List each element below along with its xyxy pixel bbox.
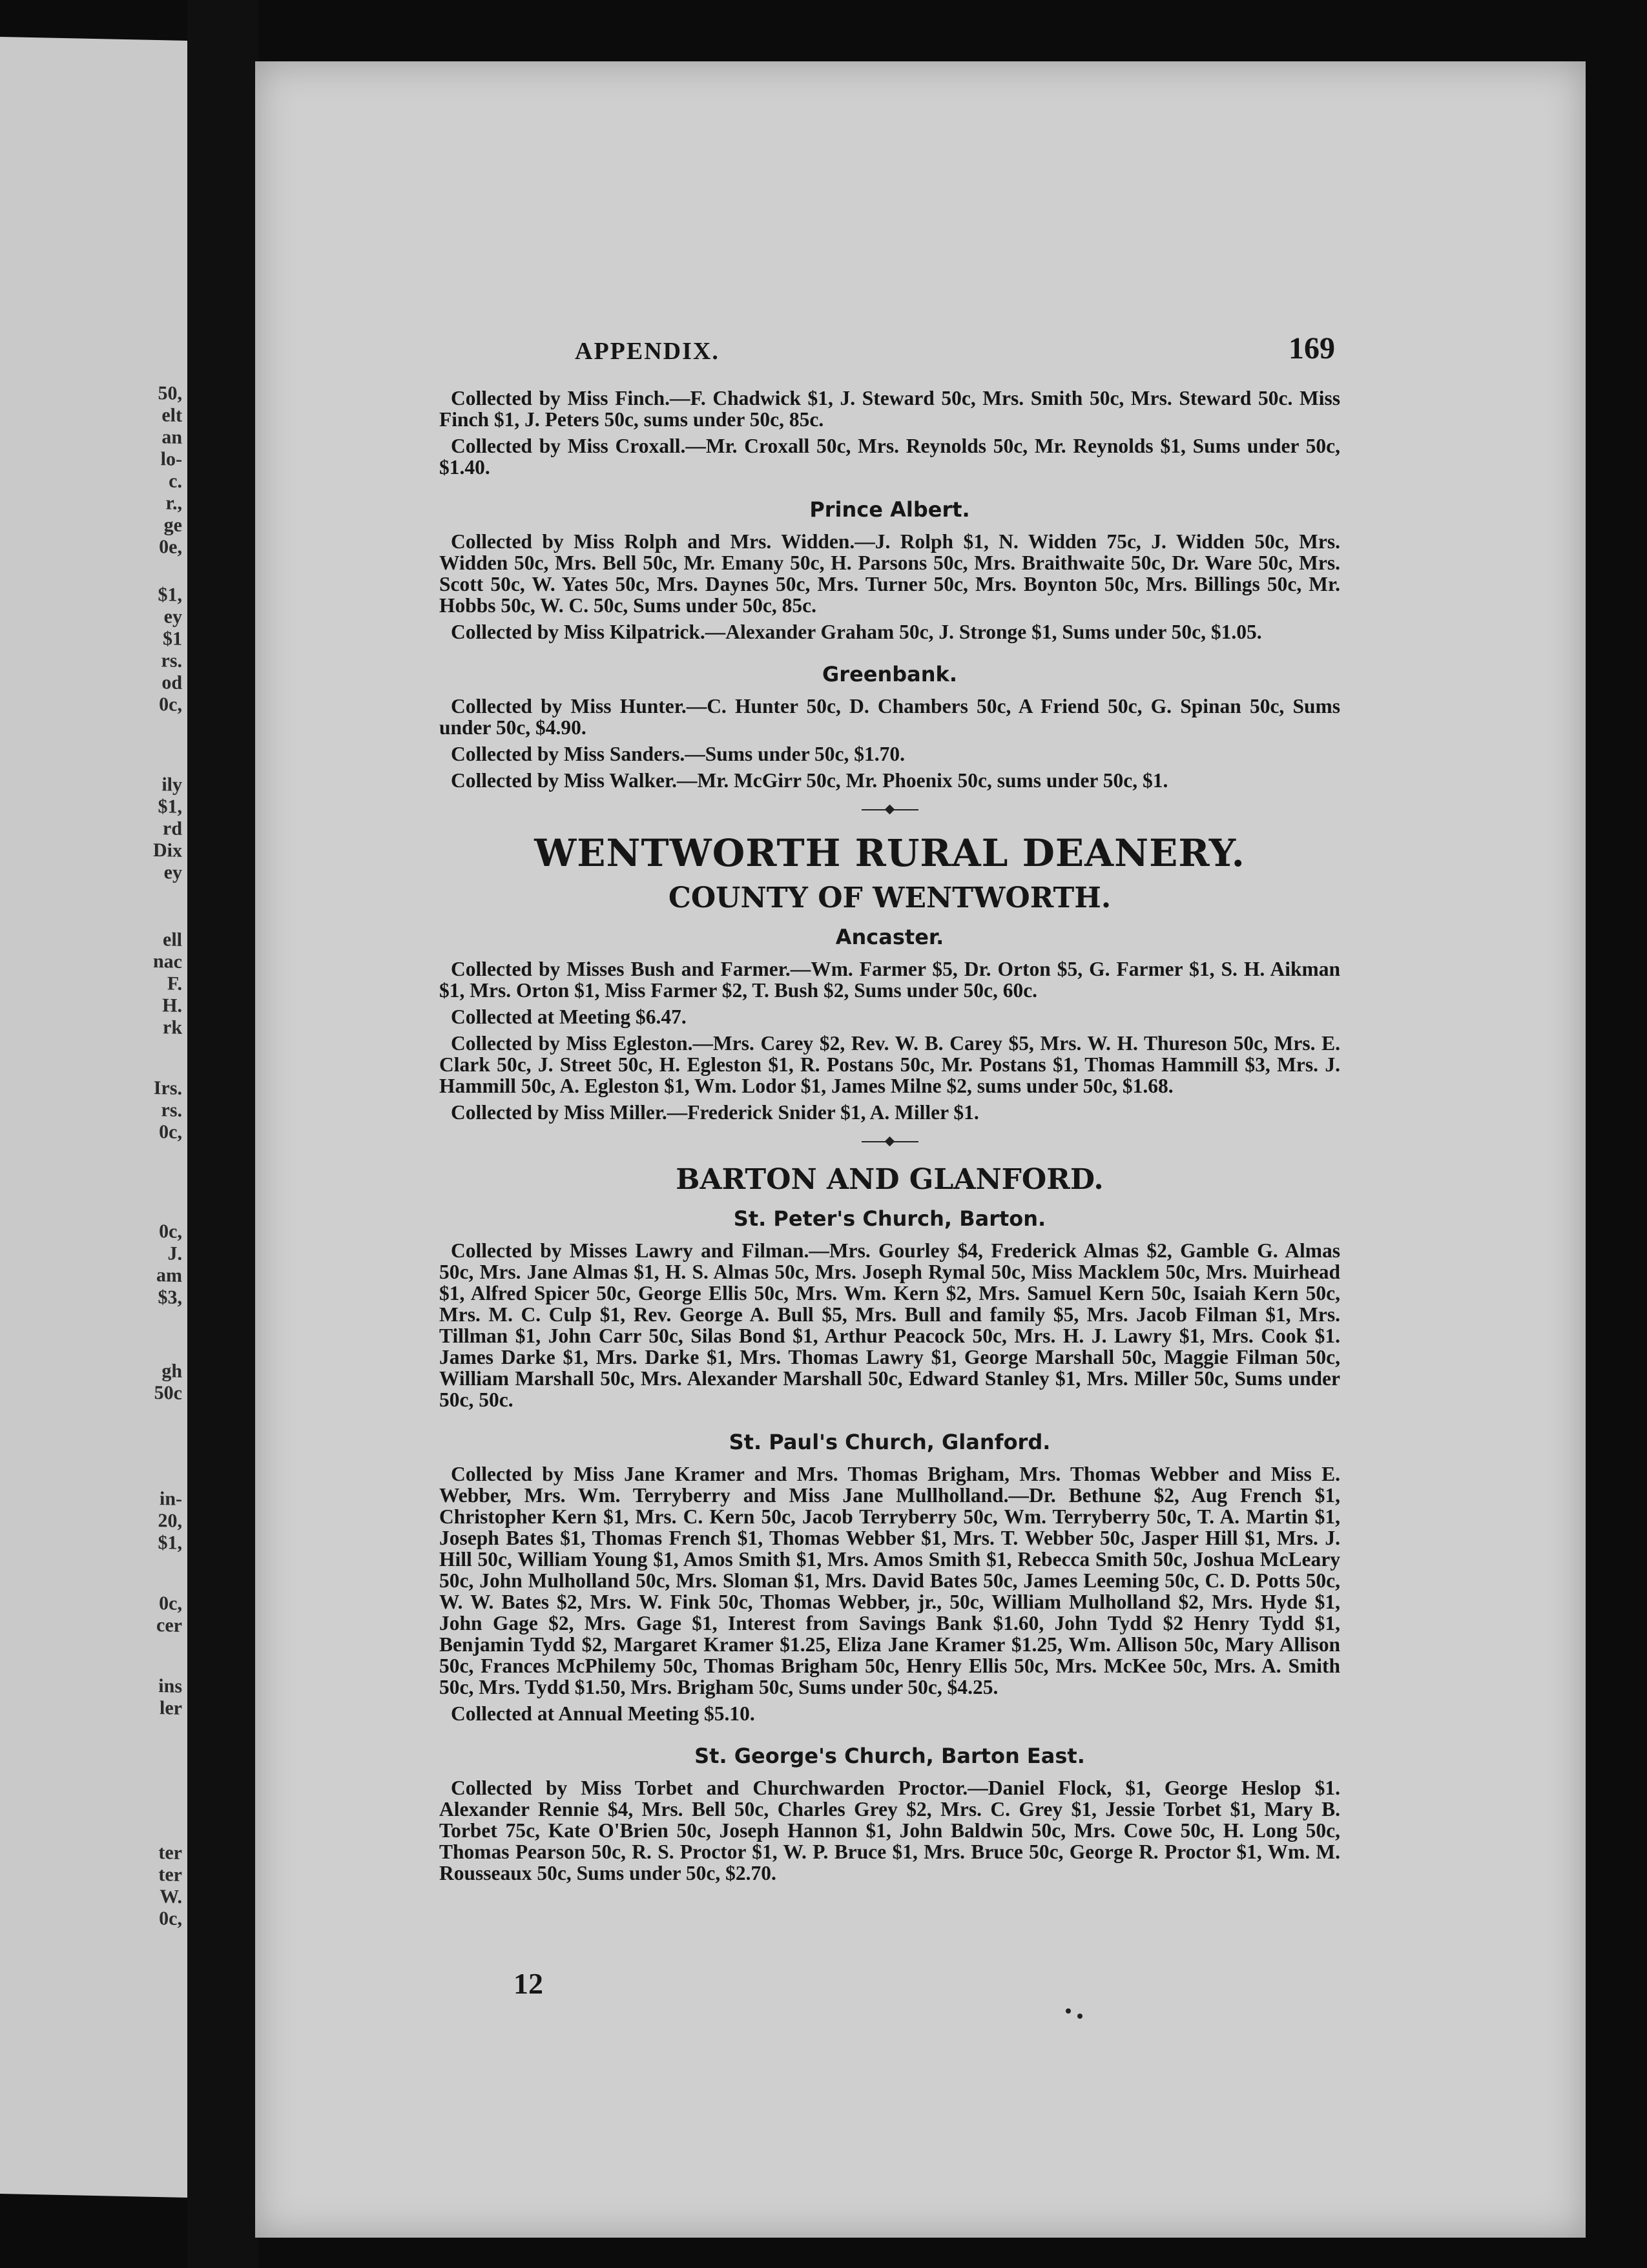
left-page-text-fragment: rs. xyxy=(161,1099,182,1121)
page-number: 169 xyxy=(1289,331,1335,366)
ornamental-rule xyxy=(862,1136,918,1148)
left-page-text-fragment: $1, xyxy=(158,584,182,606)
barton-title: BARTON AND GLANFORD. xyxy=(676,1163,1104,1196)
left-page-text-fragment: rk xyxy=(163,1016,182,1038)
section-heading: Prince Albert. xyxy=(809,497,970,522)
left-page-text-fragment: W. xyxy=(160,1886,182,1908)
left-page-text-fragment: 0c, xyxy=(159,1908,182,1930)
left-page-text-fragment: in- xyxy=(159,1488,182,1510)
paragraph: Collected by Miss Miller.—Frederick Snider $1, A. Miller $1. xyxy=(451,1101,979,1124)
section-heading: St. Peter's Church, Barton. xyxy=(733,1206,1046,1231)
left-page-text-fragment: cer xyxy=(156,1614,182,1636)
left-page-text-fragment: 20, xyxy=(158,1510,182,1532)
left-page-text-fragment: 50c xyxy=(154,1381,182,1404)
paragraph: Collected by Miss Walker.—Mr. McGirr 50c, Mr. Phoenix 50c, sums under 50c, $1. xyxy=(451,769,1168,792)
ornamental-rule xyxy=(862,804,918,816)
book-gutter xyxy=(187,0,258,2268)
left-page-text-fragment: ler xyxy=(160,1697,182,1719)
section-heading: Ancaster. xyxy=(835,925,944,949)
left-page-text-fragment: 0c, xyxy=(159,1593,182,1614)
left-page-text-fragment: 0c, xyxy=(159,694,182,716)
left-page-text-fragment: an xyxy=(161,426,182,448)
left-page-text-fragment: $1, xyxy=(158,1532,182,1554)
section-heading: St. George's Church, Barton East. xyxy=(694,1744,1085,1768)
signature-mark: 12 xyxy=(513,1967,543,2000)
left-page-text-fragment: $1, xyxy=(158,796,182,818)
section-heading: Greenbank. xyxy=(822,662,957,686)
deanery-title: WENTWORTH RURAL DEANERY. xyxy=(534,831,1245,875)
paragraph: Collected by Miss Hunter.—C. Hunter 50c, D. Chambers 50c, A Friend 50c, G. Spinan 50c, Sums under 50c, $4.90. xyxy=(439,695,1340,739)
paragraph: Collected by Miss Croxall.—Mr. Croxall 50c, Mrs. Reynolds 50c, Mr. Reynolds $1, Sums under 50c, $1.40. xyxy=(439,435,1340,479)
print-speck xyxy=(1066,2008,1071,2014)
left-page-text-fragment: ey xyxy=(163,606,182,628)
left-page-text-fragment: am xyxy=(156,1264,182,1286)
section-greenbank xyxy=(439,662,1340,791)
paragraph: Collected at Meeting $6.47. xyxy=(451,1005,687,1028)
print-speck xyxy=(1077,2014,1082,2019)
left-page-text-fragment: 50, xyxy=(158,382,182,404)
running-head: APPENDIX. xyxy=(575,338,720,365)
left-page-text-fragment: 0c, xyxy=(159,1221,182,1242)
left-page-text-fragment: J. xyxy=(167,1242,182,1264)
section-prince-albert xyxy=(439,497,1340,643)
section-heading: St. Paul's Church, Glanford. xyxy=(729,1430,1051,1454)
left-page-text-fragment: elt xyxy=(161,404,182,426)
barton-block xyxy=(439,1163,1340,1884)
paragraph: Collected by Miss Jane Kramer and Mrs. Thomas Brigham, Mrs. Thomas Webber and Miss E. Webber, Mrs. Wm. Terryberry and Miss Jane Mullholland.—Dr. Bethune $2, Aug French $1, Christopher Kern $1, Mrs. C. Kern 50c, Jacob Terryberry 50c, Wm. Terryberry 50c, T. A. Martin $1, Joseph Bates $1, Thomas French $1, Thomas Webber $1, Mrs. T. Webber 50c, Jasper Hill $1, Mrs. J. Hill 50c, William Young $1, Amos Smith $1, Mrs. Amos Smith $1, Rebecca Smith 50c, Joshua McLeary 50c, John Mulholland 50c, Mrs. Sloman $1, Mrs. David Bates 50c, James Leeming 50c, C. D. Potts 50c, W. W. Bates $2, Mrs. W. Fink 50c, Thomas Webber, jr., 50c, William Mulholland $2, Mrs. Hyde $1, John Gage $2, Mrs. Gage $1, Interest from Savings Bank $1.60, John Tydd $2 Henry Tydd $1, Benjamin Tydd $2, Margaret Kramer $1.25, Eliza Jane Kramer $1.25, Wm. Allison 50c, Mary Allison 50c, Frances McPhilemy 50c, Thomas Brigham 50c, Henry Ellis 50c, Mrs. McKee 50c, Mrs. A. Smith 50c, Mrs. Tydd $1.50, Mrs. Brigham 50c, Sums under 50c, $4.25. xyxy=(439,1463,1340,1698)
page-content xyxy=(439,387,1340,1889)
left-page-text-fragment: od xyxy=(161,672,182,694)
left-page-text-fragment: rd xyxy=(163,818,182,840)
left-page-text-fragment: gh xyxy=(161,1360,182,1382)
left-page-text-fragment: $3, xyxy=(158,1286,182,1308)
left-page-text-fragment: ell xyxy=(163,929,182,951)
paragraph: Collected by Miss Sanders.—Sums under 50c, $1.70. xyxy=(451,743,905,765)
paragraph: Collected by Miss Finch.—F. Chadwick $1, J. Steward 50c, Mrs. Smith 50c, Mrs. Steward 50c. Miss Finch $1, J. Peters 50c, sums under 50c, 85c. xyxy=(439,387,1340,431)
left-page-text-fragment: ins xyxy=(158,1675,182,1697)
county-title: COUNTY OF WENTWORTH. xyxy=(668,881,1112,914)
left-page-text-fragment: ter xyxy=(158,1842,182,1864)
left-page-text-fragment: lo- xyxy=(160,448,182,470)
left-page-text-fragment: ge xyxy=(163,514,182,536)
paragraph: Collected at Annual Meeting $5.10. xyxy=(451,1702,755,1725)
left-page-text-fragment: r., xyxy=(165,492,182,514)
left-page-text-fragment: nac xyxy=(153,950,182,973)
left-page-text-fragment: 0e, xyxy=(159,536,182,558)
deanery-block xyxy=(439,831,1340,1123)
paragraph: Collected by Miss Torbet and Churchwarden Proctor.—Daniel Flock, $1, George Heslop $1. Alexander Rennie $4, Mrs. Bell 50c, Charles Grey $2, Mrs. C. Grey $1, Jessie Torbet $1, Mary B. Torbet 75c, Kate O'Brien 50c, Joseph Hannon $1, John Baldwin 50c, Mrs. Cowe 50c, H. Long 50c, Thomas Pearson 50c, R. S. Proctor $1, W. P. Bruce $1, Mrs. Bruce 50c, George R. Proctor $1, Wm. M. Rousseaux 50c, Sums under 50c, $2.70. xyxy=(439,1777,1340,1884)
paragraph: Collected by Miss Rolph and Mrs. Widden.—J. Rolph $1, N. Widden 75c, J. Widden 50c, Mrs. Widden 50c, Mrs. Bell 50c, Mr. Emany 50c, H. Parsons 50c, Mrs. Braithwaite 50c, Dr. Ware 50c, Mrs. Scott 50c, W. Yates 50c, Mrs. Daynes 50c, Mrs. Turner 50c, Mrs. Boynton 50c, Mrs. Billings 50c, Mr. Hobbs 50c, W. C. 50c, Sums under 50c, 85c. xyxy=(439,530,1340,617)
paragraph: Collected by Misses Lawry and Filman.—Mrs. Gourley $4, Frederick Almas $2, Gamble G. Almas 50c, Mrs. Jane Almas $1, H. S. Almas 50c, Mrs. Joseph Rymal 50c, Miss Macklem 50c, Mrs. Muirhead $1, Alfred Spicer 50c, George Ellis 50c, Mrs. Wm. Kern $2, Mrs. Samuel Kern 50c, Isaiah Kern 50c, Mrs. M. C. Culp $1, Rev. George A. Bull $5, Mrs. Bull and family $5, Mrs. Jacob Filman $1, Mrs. Tillman $1, John Carr 50c, Silas Bond $1, Arthur Peacock 50c, Mrs. H. J. Lawry $1, Mrs. Cook $1. James Darke $1, Mrs. Darke $1, Mrs. Thomas Lawry $1, George Marshall 50c, Maggie Filman 50c, William Marshall 50c, Mrs. Alexander Marshall 50c, Edward Stanley $1, Mrs. Miller 50c, Sums under 50c, 50c. xyxy=(439,1239,1340,1411)
left-page-fragment xyxy=(0,37,187,2198)
left-page-text-fragment: ey xyxy=(163,861,182,883)
left-page-text-fragment: ily xyxy=(161,774,182,796)
paragraph: Collected by Miss Kilpatrick.—Alexander Graham 50c, J. Stronge $1, Sums under 50c, $1.05. xyxy=(451,621,1262,643)
left-page-text-fragment: rs. xyxy=(161,650,182,672)
left-page-text-fragment: H. xyxy=(162,995,182,1016)
left-page-text-fragment: ter xyxy=(158,1864,182,1886)
left-page-text-fragment: Irs. xyxy=(153,1077,182,1099)
left-page-text-fragment: F. xyxy=(167,973,182,995)
left-page-text-fragment: 0c, xyxy=(159,1121,182,1143)
left-page-text-fragment: Dix xyxy=(153,839,182,861)
paragraph: Collected by Misses Bush and Farmer.—Wm. Farmer $5, Dr. Orton $5, G. Farmer $1, S. H. Aikman $1, Mrs. Orton $1, Miss Farmer $2, T. Bush $2, Sums under 50c, 60c. xyxy=(439,958,1340,1002)
paragraph: Collected by Miss Egleston.—Mrs. Carey $2, Rev. W. B. Carey $5, Mrs. W. H. Thureson 50c, Mrs. E. Clark 50c, J. Street 50c, H. Egleston $1, R. Postans 50c, Mr. Postans $1, Thomas Hammill $3, Mrs. J. Hammill 50c, A. Egleston $1, Wm. Lodor $1, James Milne $2, sums under 50c, $1.68. xyxy=(439,1032,1340,1097)
section-finch-croxall xyxy=(439,387,1340,478)
left-page-text-fragment: $1 xyxy=(163,628,182,650)
left-page-text-fragment: c. xyxy=(169,470,182,492)
